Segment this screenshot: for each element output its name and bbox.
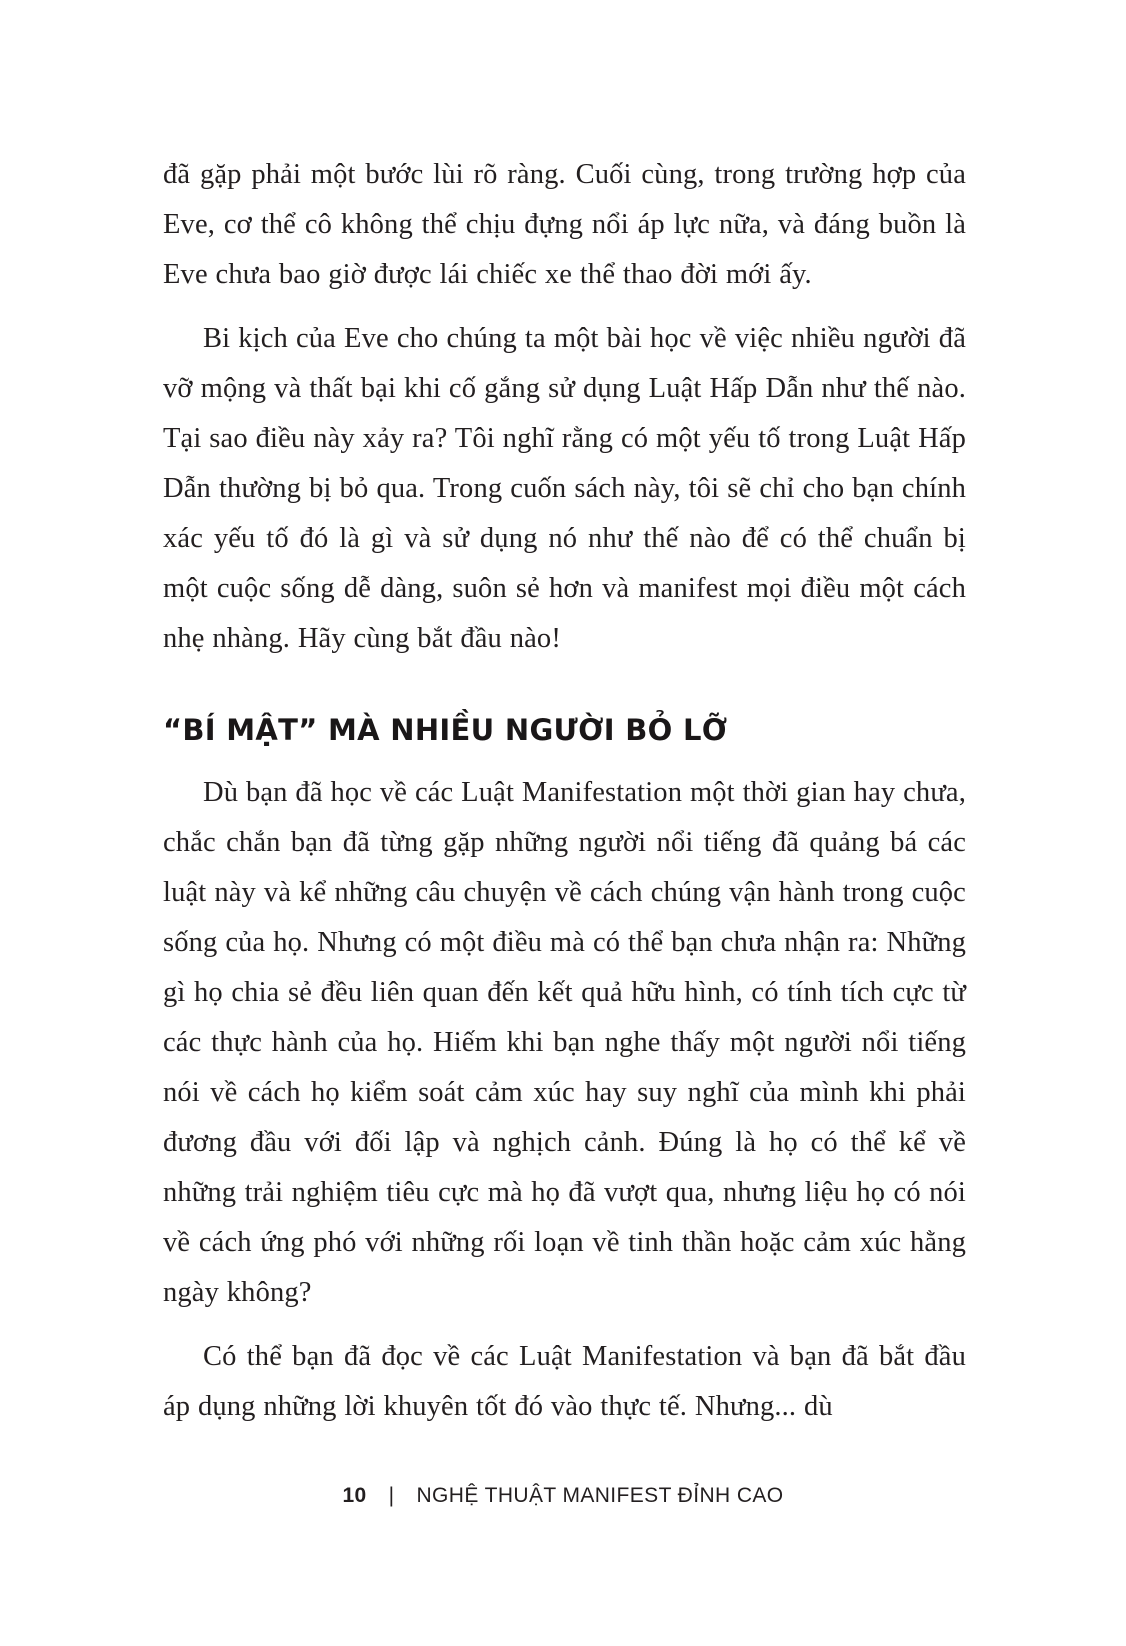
- section-heading: “BÍ MẬT” MÀ NHIỀU NGƯỜI BỎ LỠ: [163, 713, 728, 747]
- book-page-body: [163, 150, 966, 1432]
- running-book-title: NGHỆ THUẬT MANIFEST ĐỈNH CAO: [416, 1484, 784, 1507]
- footer-separator: |: [388, 1484, 395, 1507]
- page-number: 10: [342, 1484, 367, 1507]
- paragraph-continuation: đã gặp phải một bước lùi rõ ràng. Cuối cùng, trong trường hợp của Eve, cơ thể cô không thể chịu đựng nổi áp lực nữa, và đáng buồn là Eve chưa bao giờ được lái chiếc xe thể thao đời mới ấy.: [163, 159, 966, 290]
- paragraph-applying-laws: Có thể bạn đã đọc về các Luật Manifestation và bạn đã bắt đầu áp dụng những lời khuyên tốt đó vào thực tế. Nhưng... dù: [163, 1341, 966, 1422]
- paragraph-eve-tragedy: Bi kịch của Eve cho chúng ta một bài học về việc nhiều người đã vỡ mộng và thất bại khi cố gắng sử dụng Luật Hấp Dẫn như thế nào. Tại sao điều này xảy ra? Tôi nghĩ rằng có một yếu tố trong Luật Hấp Dẫn thường bị bỏ qua. Trong cuốn sách này, tôi sẽ chỉ cho bạn chính xác yếu tố đó là gì và sử dụng nó như thế nào để có thể chuẩn bị một cuộc sống dễ dàng, suôn sẻ hơn và manifest mọi điều một cách nhẹ nhàng. Hãy cùng bắt đầu nào!: [163, 323, 966, 654]
- page-footer: [0, 1484, 1126, 1508]
- paragraph-celebrities: Dù bạn đã học về các Luật Manifestation một thời gian hay chưa, chắc chắn bạn đã từng gặp những người nổi tiếng đã quảng bá các luật này và kể những câu chuyện về cách chúng vận hành trong cuộc sống của họ. Nhưng có một điều mà có thể bạn chưa nhận ra: Những gì họ chia sẻ đều liên quan đến kết quả hữu hình, có tính tích cực từ các thực hành của họ. Hiếm khi bạn nghe thấy một người nổi tiếng nói về cách họ kiểm soát cảm xúc hay suy nghĩ của mình khi phải đương đầu với đối lập và nghịch cảnh. Đúng là họ có thể kể về những trải nghiệm tiêu cực mà họ đã vượt qua, nhưng liệu họ có nói về cách ứng phó với những rối loạn về tinh thần hoặc cảm xúc hằng ngày không?: [163, 777, 966, 1308]
